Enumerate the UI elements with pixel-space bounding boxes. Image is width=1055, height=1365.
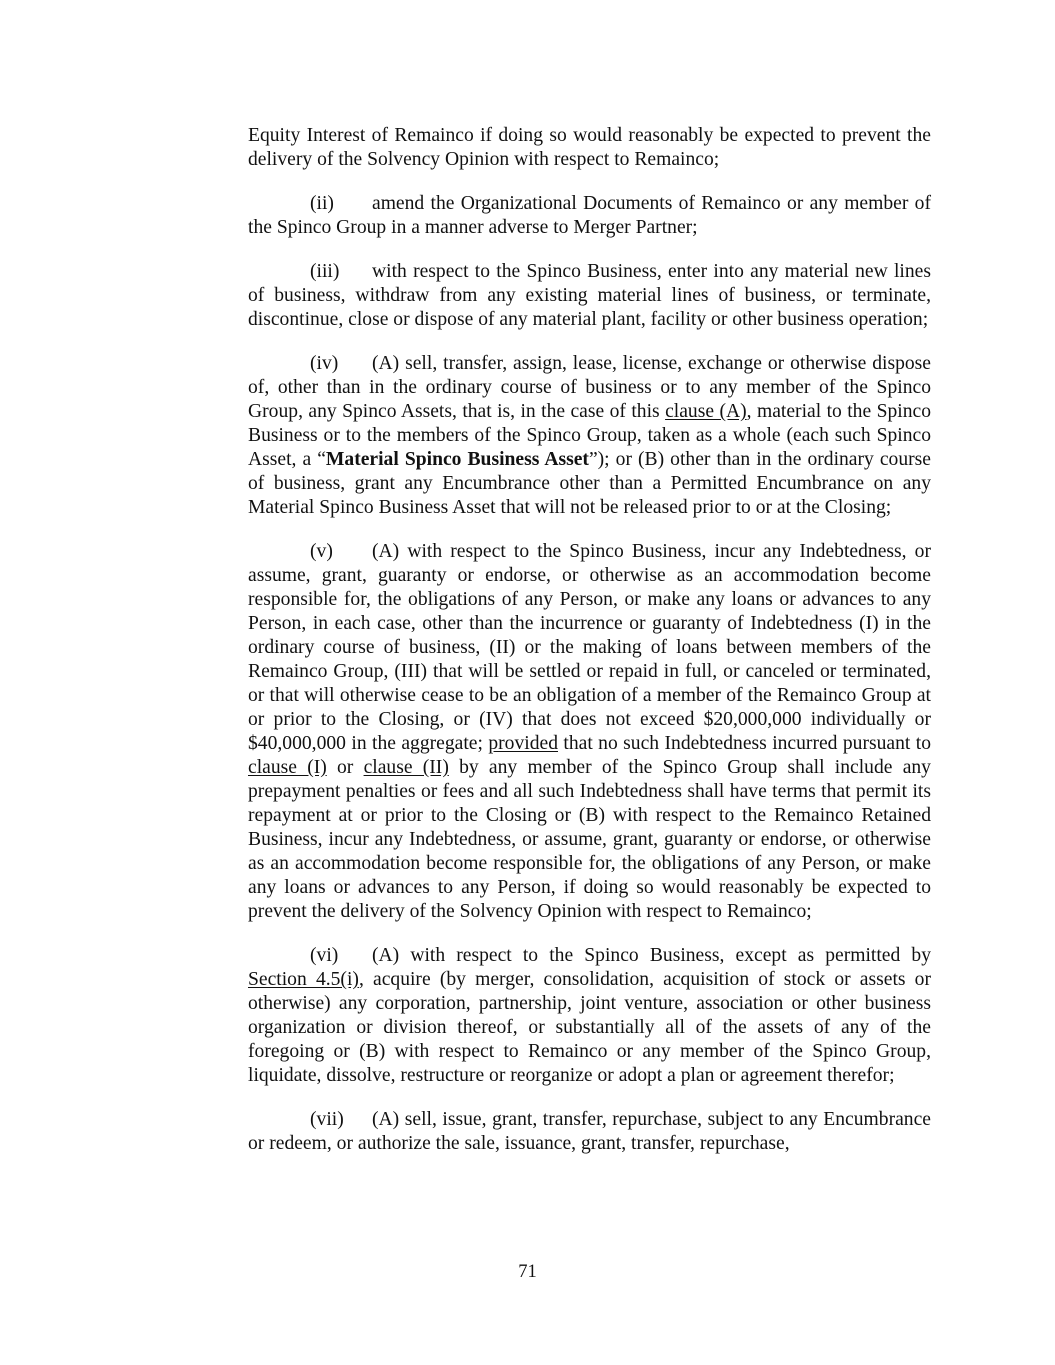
- clause-text: by any member of the Spinco Group shall include any prepayment penalties or fees and all such Indebtedness shall have terms that permit its repayment at or prior to the Closing or (B) with respect to the Remainco Retained Business, incur any Indebtedness, or assume, grant, guaranty or endorse, or otherwise as an accommodation become responsible for, the obligations of any Person, or make any loans or advances to any Person, if doing so would reasonably be expected to prevent the delivery of the Solvency Opinion with respect to Remainco;: [248, 757, 931, 922]
- cross-reference-section: Section 4.5(i): [248, 969, 359, 990]
- clause-text: ”); or (B) other than in the ordinary course of business, grant any Encumbrance other than a Permitted Encumbrance on any Material Spinco Business Asset that will not be released prior to or at the Closing;: [248, 449, 931, 518]
- clause-number: (ii): [310, 193, 334, 214]
- clause-iv: [248, 352, 931, 520]
- document-body: [248, 124, 931, 1176]
- clause-number: (vii): [310, 1109, 344, 1130]
- provided-term: provided: [488, 733, 558, 754]
- clause-number: (v): [310, 541, 333, 562]
- defined-term: Material Spinco Business Asset: [325, 449, 589, 470]
- clause-text: amend the Organizational Documents of Remainco or any member of the Spinco Group in a manner adverse to Merger Partner;: [248, 193, 931, 238]
- clause-text: , acquire (by merger, consolidation, acquisition of stock or assets or otherwise) any corporation, partnership, joint venture, association or other business organization or division thereof, or substantially all of the assets of any of the foregoing or (B) with respect to Remainco or any member of the Spinco Group, liquidate, dissolve, restructure or reorganize or adopt a plan or agreement therefor;: [248, 969, 932, 1086]
- paragraph-continuation: [248, 124, 931, 172]
- clause-text: , material to the Spinco Business or to the members of the Spinco Group, taken as a whole (each such Spinco Asset, a “: [248, 401, 931, 470]
- clause-vii: [248, 1108, 931, 1156]
- clause-v: [248, 540, 931, 924]
- clause-text: with respect to the Spinco Business, enter into any material new lines of business, withdraw from any existing material lines of business, or terminate, discontinue, close or dispose of any material plant, facility or other business operation;: [248, 261, 931, 330]
- clause-ii: [248, 192, 931, 240]
- clause-number: (iii): [310, 261, 340, 282]
- clause-text: (A) sell, transfer, assign, lease, license, exchange or otherwise dispose of, other than in the ordinary course of business or to any member of the Spinco Group, any Spinco Assets, that is, in the case of this: [248, 353, 931, 422]
- clause-text: or: [326, 757, 364, 778]
- clause-text: (A) with respect to the Spinco Business, incur any Indebtedness, or assume, grant, guaranty or endorse, or otherwise as an accommodation become responsible for, the obligations of any Person, or make any loans or advances to any Person, in each case, other than the incurrence or guaranty of Indebtedness (I) in the ordinary course of business, (II) or the making of loans between members of the Remainco Group, (III) that will be settled or repaid in full, or canceled or terminated, or that will otherwise cease to be an obligation of a member of the Remainco Group at or prior to the Closing, or (IV) that does not exceed $20,000,000 individually or $40,000,000 in the aggregate;: [248, 541, 931, 754]
- clause-text: (A) with respect to the Spinco Business, except as permitted by: [372, 945, 931, 966]
- clause-vi: [248, 944, 931, 1088]
- clause-number: (vi): [310, 945, 339, 966]
- paragraph-text: Equity Interest of Remainco if doing so would reasonably be expected to prevent the delivery of the Solvency Opinion with respect to Remainco;: [248, 125, 931, 170]
- clause-text: (A) sell, issue, grant, transfer, repurchase, subject to any Encumbrance or redeem, or authorize the sale, issuance, grant, transfer, repurchase,: [248, 1109, 931, 1154]
- clause-text: that no such Indebtedness incurred pursuant to: [558, 733, 931, 754]
- cross-reference-clause-a: clause (A): [665, 401, 747, 422]
- cross-reference-clause-ii: clause (II): [363, 757, 449, 778]
- clause-iii: [248, 260, 931, 332]
- cross-reference-clause-i: clause (I): [248, 757, 327, 778]
- page-number: 71: [518, 1262, 537, 1282]
- clause-number: (iv): [310, 353, 339, 374]
